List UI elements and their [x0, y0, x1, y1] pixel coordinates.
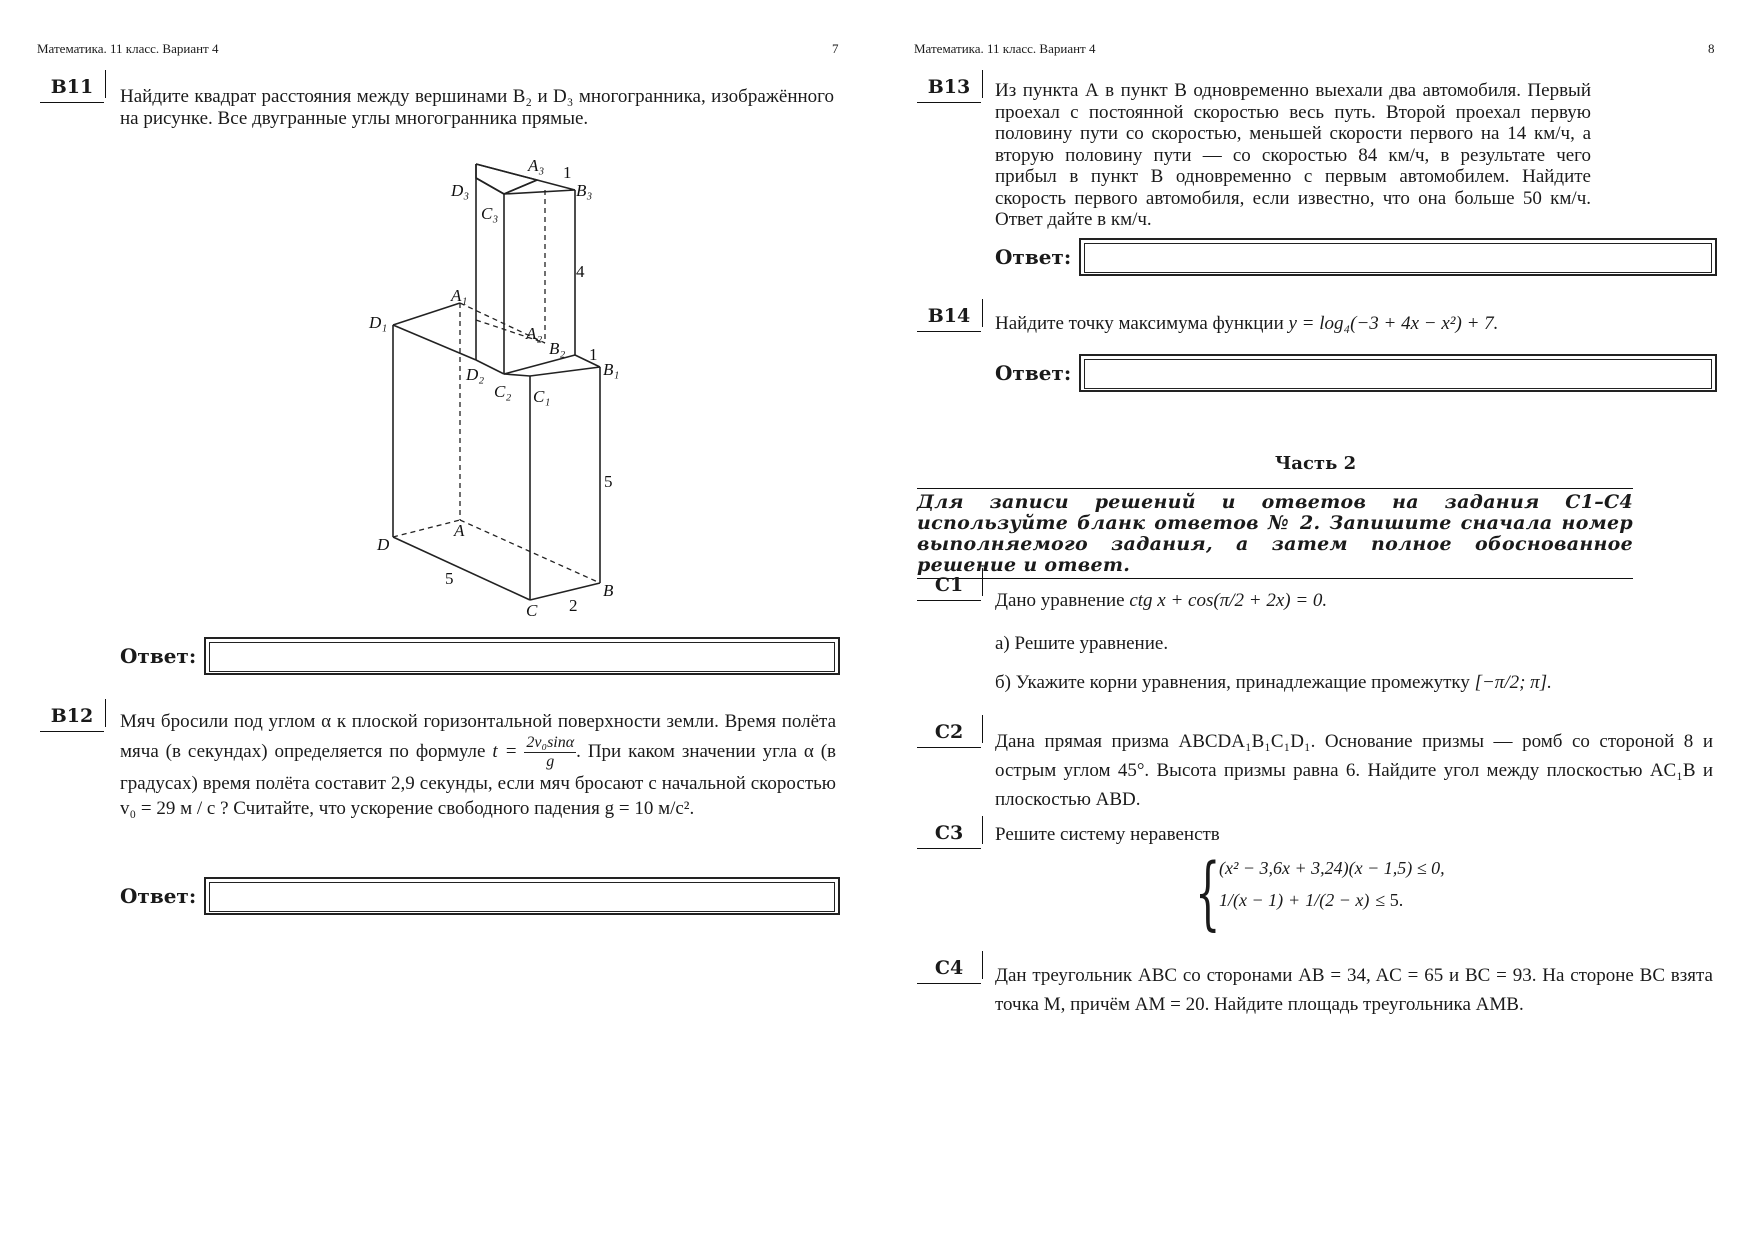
page-header: Математика. 11 класс. Вариант 4: [37, 41, 219, 56]
label-a3: A₃: [528, 156, 545, 175]
formula-lhs: t =: [492, 740, 518, 762]
b12-line1: Мяч бросили под углом α к плоской горизонтальной поверхности земли. Время полёта мяча (в секундах) определяется по формуле: [120, 711, 836, 762]
label-c3: C₃: [481, 204, 499, 223]
task-text-b12: [120, 709, 836, 821]
task-label-c3: С3: [917, 820, 981, 849]
task-label-c1: С1: [917, 572, 981, 601]
fraction-numerator: 2v₀sinα: [526, 734, 575, 751]
length-dc: 5: [445, 569, 454, 588]
page-number: 8: [1708, 41, 1715, 56]
label-c1: C₁: [533, 387, 551, 406]
label-d3: D₃: [451, 181, 470, 200]
label-d1: D₁: [369, 313, 388, 332]
label-d: D: [377, 535, 390, 554]
b14-text: Найдите точку максимума функции: [995, 313, 1284, 334]
length-height: 5: [604, 472, 613, 491]
inequality-2: [1219, 890, 1403, 911]
task-text-c4: Дан треугольник ABC со сторонами AB = 34, AC = 65 и BC = 93. На стороне BC взята точка M, причём AM = 20. Найдите площадь треугольника AMB.: [995, 965, 1713, 1015]
answer-box-b11[interactable]: [204, 637, 840, 675]
answer-box-b12[interactable]: [204, 877, 840, 915]
task-label-b12: B12: [40, 703, 104, 732]
task-text-b14: [995, 313, 1695, 335]
b14-formula: y = log₄(−3 + 4x − x²) + 7.: [1288, 313, 1499, 334]
length-tower: 4: [576, 262, 585, 281]
fraction-denominator: g: [546, 753, 555, 770]
task-label-c4: С4: [917, 955, 981, 984]
page-header: Математика. 11 класс. Вариант 4: [914, 41, 1096, 56]
b12-line2: . При каком значении угла α (в градусах) время полёта составит 2,9 секунды, если мяч бросают с начальной скоростью v₀ = 29 м / с ? Считайте, что ускорение свободного падения g = 10 м/с².: [120, 740, 837, 819]
flight-time-fraction: [524, 734, 576, 771]
part2-title: Часть 2: [1274, 453, 1357, 474]
answer-row-b12: [120, 877, 840, 915]
label-c: C: [526, 601, 538, 620]
answer-label: Ответ:: [120, 644, 197, 668]
inequality-1: (x² − 3,6x + 3,24)(x − 1,5) ≤ 0,: [1219, 858, 1445, 878]
c1-item-b-row: [995, 672, 1715, 694]
length-top: 1: [563, 163, 572, 182]
answer-row-b13: [995, 238, 1717, 276]
label-b3: B₃: [576, 181, 593, 200]
answer-box-b14[interactable]: [1079, 354, 1717, 392]
label-a: A: [454, 521, 465, 540]
answer-label: Ответ:: [120, 884, 197, 908]
task-label-b14: B14: [917, 303, 981, 332]
task-label-c2: С2: [917, 719, 981, 748]
task-text-c2: Дана прямая призма ABCDA₁B₁C₁D₁. Основание призмы — ромб со стороной 8 и острым углом 45°. Высота призмы равна 6. Найдите угол между плоскостью AC₁B и плоскостью ABD.: [995, 731, 1713, 810]
task-label-b13: B13: [917, 74, 981, 103]
length-cb: 2: [569, 596, 578, 615]
answer-row-b14: [995, 354, 1717, 392]
c1-equation: ctg x + cos(π/2 + 2x) = 0.: [1129, 590, 1328, 611]
page-number: 7: [832, 41, 839, 56]
label-c2: C₂: [494, 382, 512, 401]
task-text-c1: [995, 590, 1695, 612]
right-page: [877, 0, 1754, 1239]
fraction-1: 1/(x − 1): [1219, 890, 1284, 910]
label-d2: D₂: [466, 365, 485, 384]
answer-label: Ответ:: [995, 245, 1072, 269]
c1-item-a: а) Решите уравнение.: [995, 633, 1169, 654]
inequality-system: [1195, 848, 1525, 948]
c1-interval: [−π/2; π].: [1474, 672, 1552, 693]
plus-sign: +: [1289, 890, 1300, 910]
task-text-b11: Найдите квадрат расстояния между вершинами B₂ и D₃ многогранника, изображённого на рисунке. Все двугранные углы многогранника прямые.: [120, 86, 834, 129]
fraction-2: 1/(2 − x): [1305, 890, 1370, 910]
label-b: B: [603, 581, 614, 600]
answer-label: Ответ:: [995, 361, 1072, 385]
task-text-b13: Из пункта А в пункт В одновременно выехали два автомобиля. Первый проехал с постоянной скоростью весь путь. Второй проехал первую половину пути со скоростью, меньшей скорости первого на 14 км/ч, а вторую половину пути — со скоростью 84 км/ч, в результате чего прибыл в пункт В одновременно с первым автомобилем. Найдите скорость первого автомобиля, если известно, что она больше 50 км/ч. Ответ дайте в км/ч.: [995, 80, 1591, 230]
system-brace: {: [1195, 846, 1221, 939]
length-mid: 1: [589, 345, 598, 364]
c1-text: Дано уравнение: [995, 590, 1125, 611]
task-text-c3: Решите систему неравенств: [995, 824, 1220, 845]
task-label-b11: B11: [40, 74, 104, 103]
c1-item-b: б) Укажите корни уравнения, принадлежащие промежутку: [995, 672, 1470, 693]
label-a1: A₁: [451, 286, 468, 305]
polyhedron-figure: [360, 150, 640, 620]
answer-box-b13[interactable]: [1079, 238, 1717, 276]
label-b2: B₂: [549, 339, 566, 358]
relation: ≤ 5.: [1375, 890, 1404, 910]
label-b1: B₁: [603, 360, 620, 379]
part2-instruction: Для записи решений и ответов на задания С1–С4 используйте бланк ответов № 2. Запишите сначала номер выполняемого задания, а затем полное обоснованное решение и ответ.: [917, 488, 1633, 579]
label-a2: A₂: [526, 324, 543, 343]
answer-row-b11: [120, 637, 840, 675]
